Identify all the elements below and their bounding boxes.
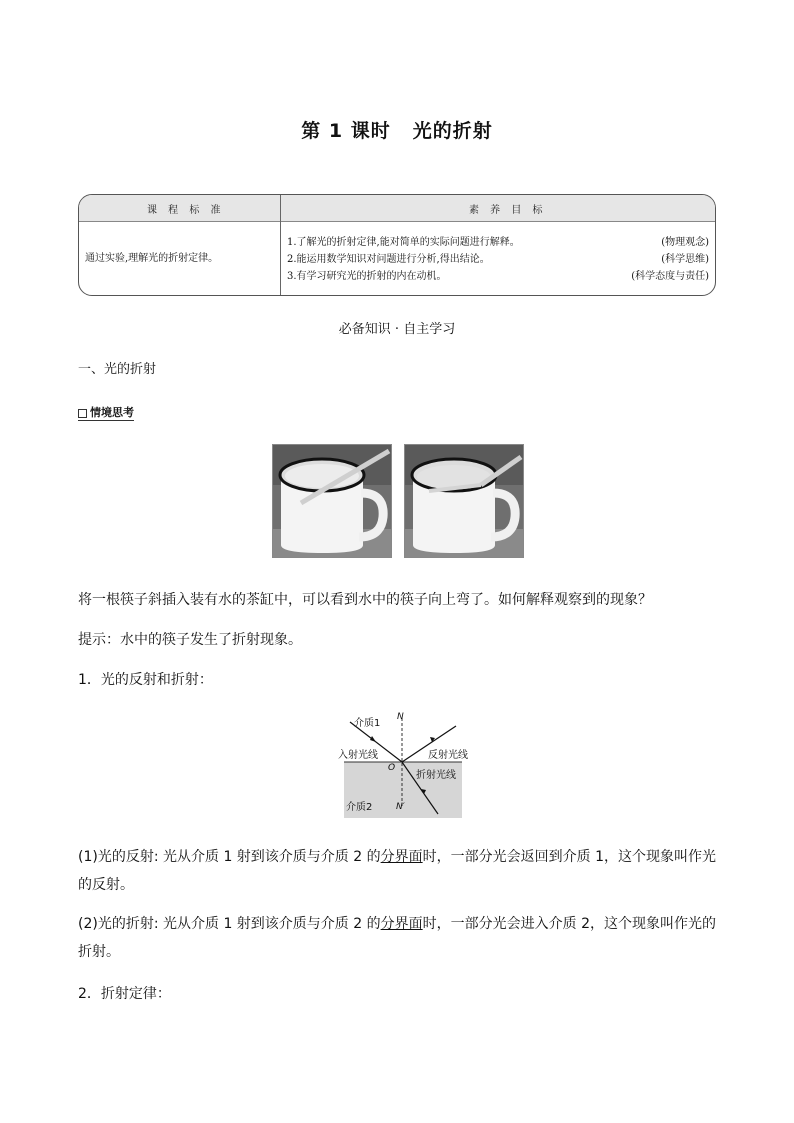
refracted-label: 折射光线	[416, 770, 456, 781]
reflection-definition	[78, 843, 718, 899]
goal-text: 3.有学习研究光的折射的内在动机。	[287, 271, 447, 282]
goal-item	[287, 267, 709, 282]
standards-header	[79, 195, 715, 222]
scene-icon	[78, 409, 87, 418]
lesson-number: 第 1 课时	[301, 120, 391, 142]
goal-item	[287, 233, 709, 248]
reflection-pre: (1)光的反射: 光从介质 1 射到该介质与介质 2 的	[78, 849, 381, 865]
goal-tag: (物理观念)	[661, 237, 709, 248]
literacy-goal-header: 素 养 目 标	[469, 205, 547, 216]
goal-tag: (科学思维)	[661, 254, 709, 265]
column-divider	[280, 195, 281, 295]
incident-label: 入射光线	[338, 746, 378, 761]
refraction-post: 时，一部分光会进入介质 2，这个现象叫作光的折射。	[78, 916, 716, 960]
standards-table	[78, 194, 716, 296]
item-reflection-refraction: 1．光的反射和折射：	[78, 672, 213, 688]
section-title: 必备知识 · 自主学习	[338, 322, 456, 337]
question-text: 将一根筷子斜插入装有水的茶缸中，可以看到水中的筷子向上弯了。如何解释观察到的现象？	[78, 592, 652, 608]
refraction-pre: (2)光的折射: 光从介质 1 射到该介质与介质 2 的	[78, 916, 381, 932]
course-standard-text: 通过实验,理解光的折射定律。	[85, 253, 219, 264]
normal-bottom-label: N′	[396, 802, 405, 812]
course-standard-header: 课 程 标 准	[147, 205, 225, 216]
scene-label-text: 情境思考	[90, 406, 134, 419]
goal-text: 1.了解光的折射定律,能对简单的实际问题进行解释。	[287, 237, 520, 248]
scene-label	[78, 404, 134, 421]
medium1-label: 介质1	[354, 718, 381, 729]
heading-refraction: 一、光的折射	[78, 362, 157, 377]
normal-top-label: N	[397, 712, 404, 722]
reflected-label: 反射光线	[428, 750, 468, 761]
origin-label: O	[388, 763, 396, 773]
hint-text: 提示：水中的筷子发生了折射现象。	[78, 632, 302, 648]
photo-mug-2	[404, 444, 524, 558]
page-title	[0, 116, 794, 143]
medium2-label: 介质2	[346, 802, 373, 813]
goal-item	[287, 250, 709, 265]
refraction-diagram	[338, 712, 472, 820]
refraction-key: 分界面	[380, 916, 423, 932]
goal-tag: (科学态度与责任)	[631, 271, 709, 282]
item-refraction-law: 2．折射定律：	[78, 986, 171, 1002]
reflection-post: 时，一部分光会返回到介质 1，这个现象叫作光的反射。	[78, 849, 716, 893]
refraction-definition	[78, 910, 718, 966]
lesson-name: 光的折射	[412, 120, 493, 142]
reflection-key: 分界面	[380, 849, 423, 865]
photo-mug-1	[272, 444, 392, 558]
goal-text: 2.能运用数学知识对问题进行分析,得出结论。	[287, 254, 490, 265]
